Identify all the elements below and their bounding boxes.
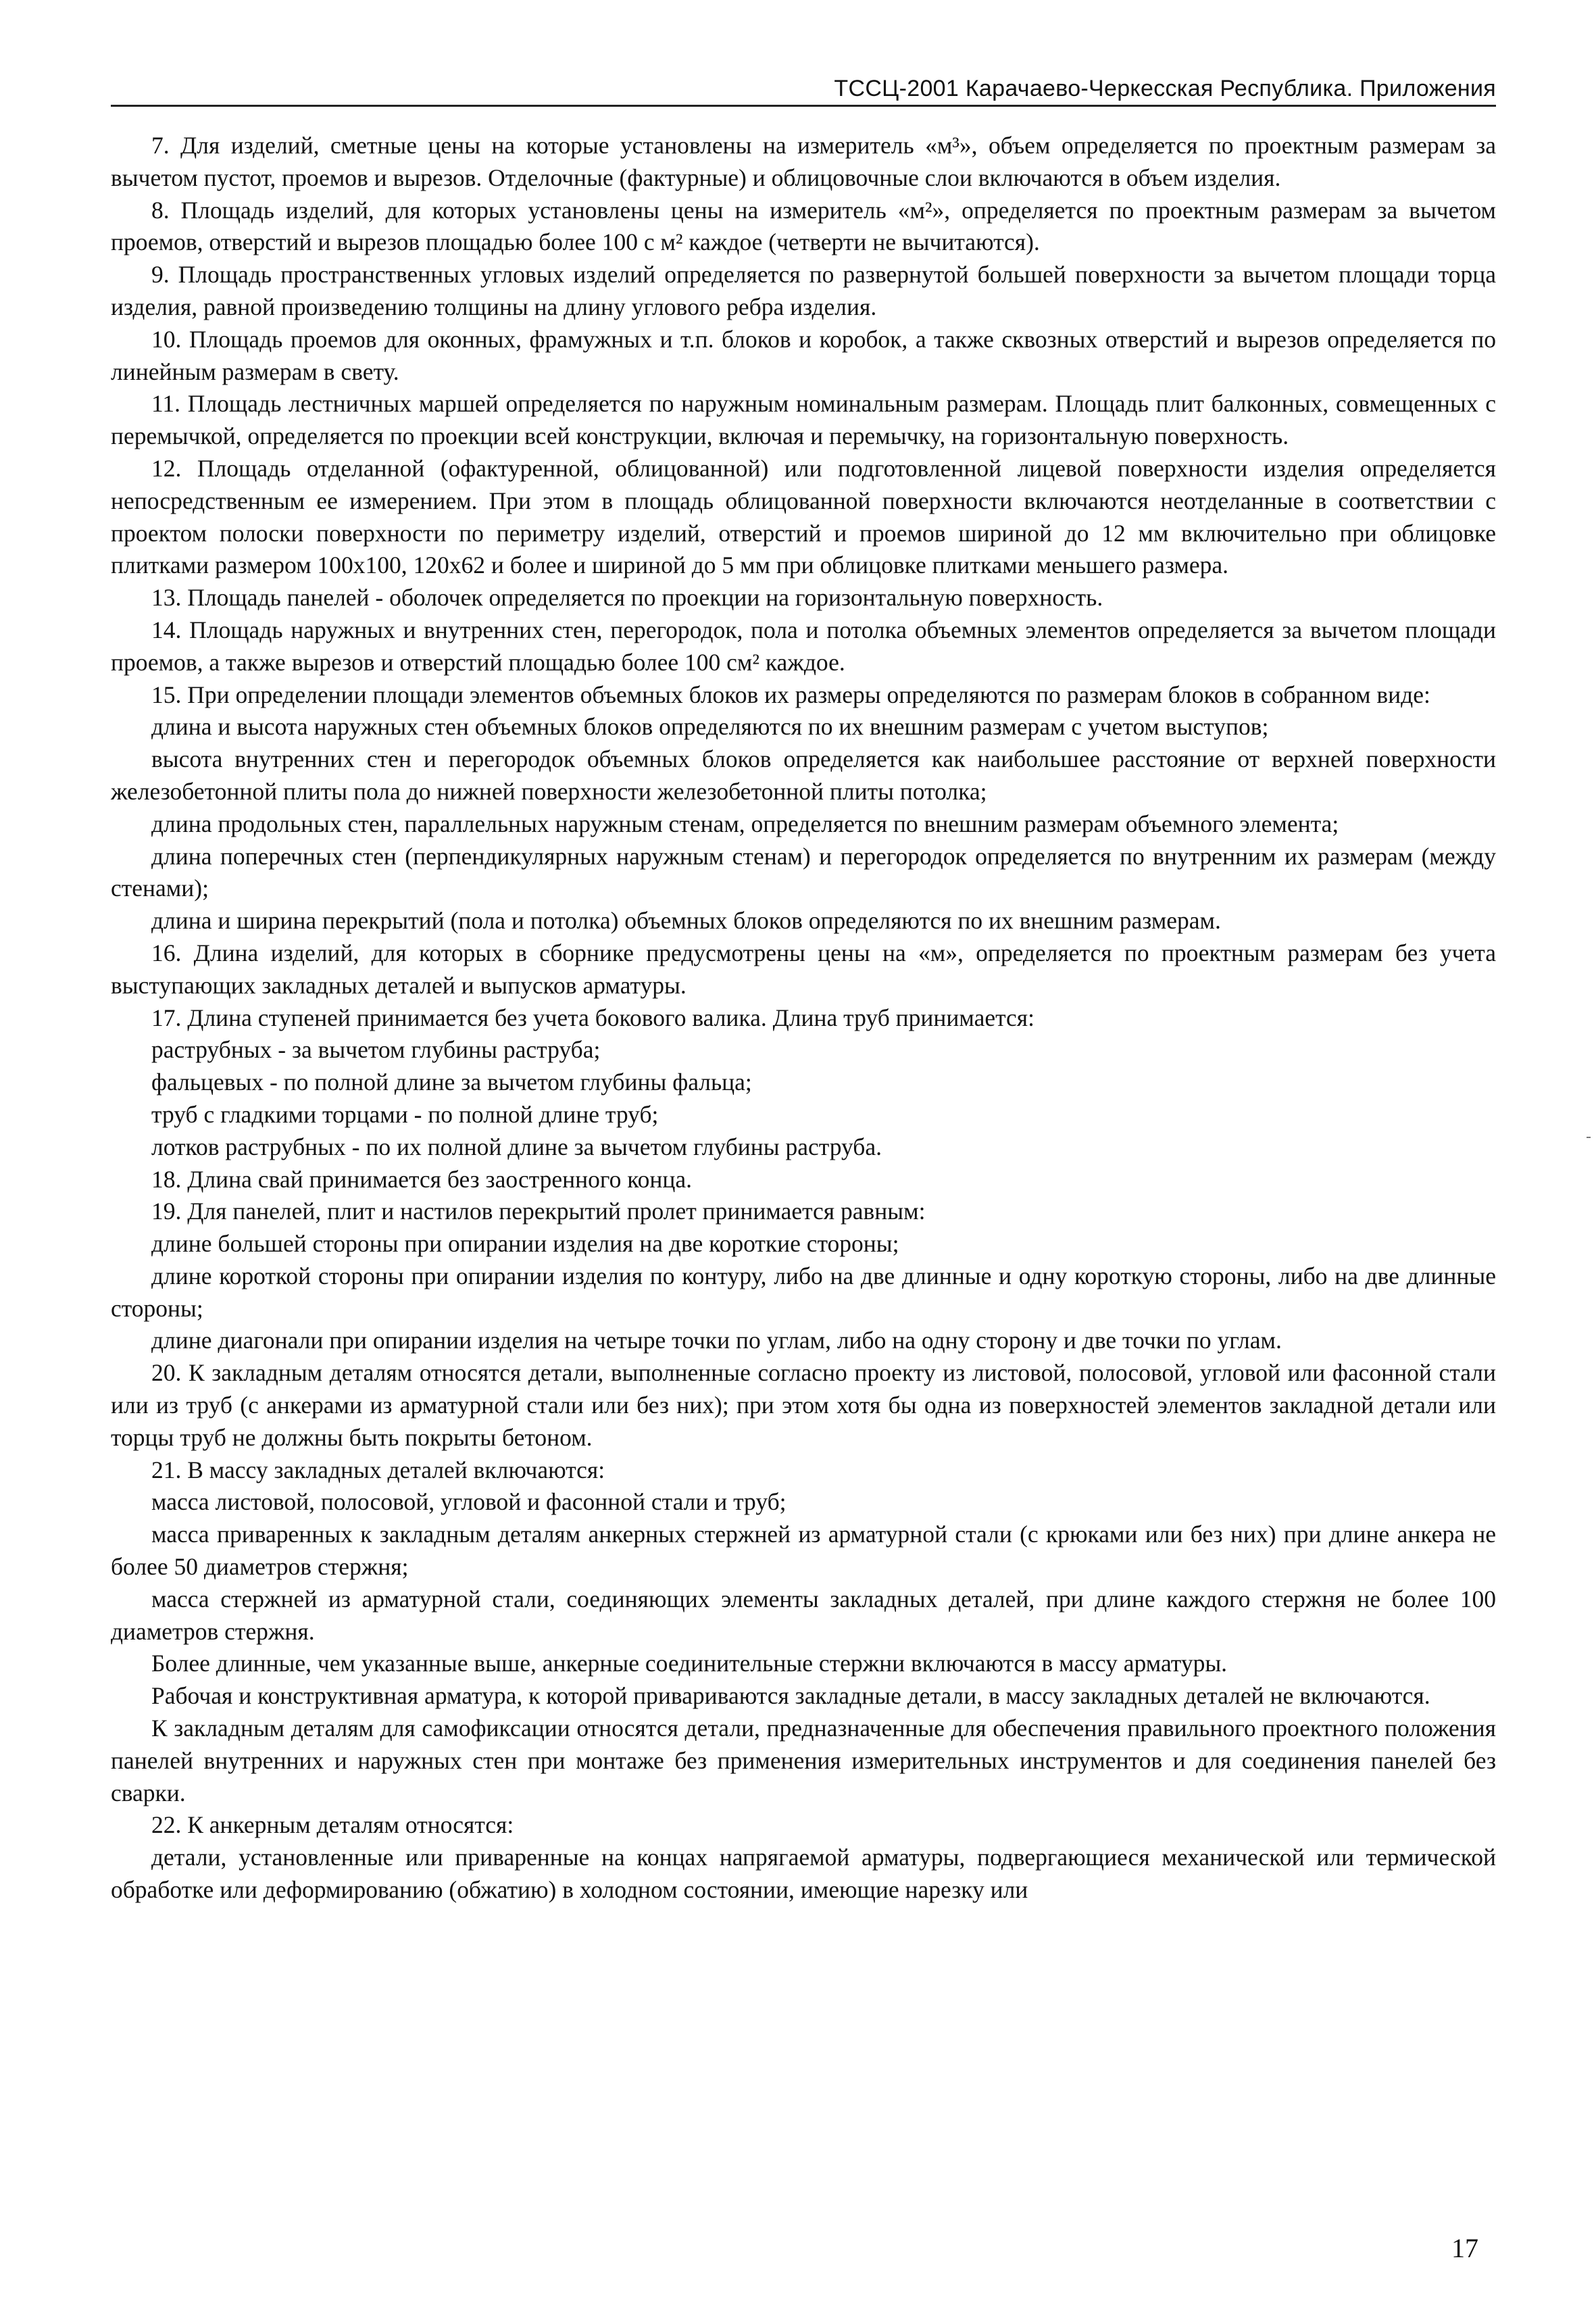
paragraph: длина поперечных стен (перпендикулярных наружным стенам) и перегородок определяется по внутренним их размерам (между стенами); [111,842,1496,902]
paragraph: 18. Длина свай принимается без заостренного конца. [151,1165,693,1193]
paragraph: длина и ширина перекрытий (пола и потолка) объемных блоков определяются по их внешним размерам. [151,907,1221,935]
page-header [111,73,1496,107]
paragraph: 12. Площадь отделанной (офактуренной, облицованной) или подготовленной лицевой поверхности изделия определяется непосредственным ее измерением. При этом в площадь облицованной поверхности включаются неотделанные в соответствии с проектом полоски поверхности по периметру изделий, отверстий и проемов шириной до 12 мм включительно при облицовке плитками размером 100х100, 120х62 и более и шириной до 5 мм при облицовке плитками меньшего размера. [111,454,1496,579]
paragraph: высота внутренних стен и перегородок объемных блоков определяется как наибольшее расстояние от верхней поверхности железобетонной плиты пола до нижней поверхности железобетонной плиты потолка; [111,745,1496,805]
paragraph: 19. Для панелей, плит и настилов перекрытий пролет принимается равным: [151,1198,926,1225]
paragraph: 10. Площадь проемов для оконных, фрамужных и т.п. блоков и коробок, а также сквозных отверстий и вырезов определяется по линейным размерам в свету. [111,325,1496,385]
paragraph: масса листовой, полосовой, угловой и фасонной стали и труб; [151,1488,787,1516]
paragraph: 22. К анкерным деталям относятся: [151,1811,514,1839]
paragraph: 17. Длина ступеней принимается без учета бокового валика. Длина труб принимается: [151,1004,1034,1031]
paragraph: длине большей стороны при опирании изделия на две короткие стороны; [151,1230,899,1258]
paragraph: лотков раструбных - по их полной длине за вычетом глубины раструба. [151,1133,882,1160]
paragraph: 11. Площадь лестничных маршей определяется по наружным номинальным размерам. Площадь плит балконных, совмещенных с перемычкой, определяется по проекции всей конструкции, включая и перемычку, на горизонтальную поверхность. [111,390,1496,450]
paragraph: труб с гладкими торцами - по полной длине труб; [151,1100,659,1128]
paragraph: масса стержней из арматурной стали, соединяющих элементы закладных деталей, при длине каждого стержня не более 100 диаметров стержня. [111,1585,1496,1645]
paragraph: раструбных - за вычетом глубины раструба; [151,1036,601,1064]
paragraph: 13. Площадь панелей - оболочек определяется по проекции на горизонтальную поверхность. [151,584,1103,612]
paragraph: длине короткой стороны при опирании изделия по контуру, либо на две длинные и одну короткую стороны, либо на две длинные стороны; [111,1262,1496,1322]
paragraph: 9. Площадь пространственных угловых изделий определяется по развернутой большей поверхности за вычетом площади торца изделия, равной произведению толщины на длину углового ребра изделия. [111,261,1496,320]
margin-mark [1587,1137,1591,1138]
page-number: 17 [1451,2233,1478,2263]
paragraph: Рабочая и конструктивная арматура, к которой привариваются закладные детали, в массу закладных деталей не включаются. [151,1682,1430,1710]
paragraph: 8. Площадь изделий, для которых установлены цены на измеритель «м²», определяется по проектным размерам за вычетом проемов, отверстий и вырезов площадью более 100 с м² каждое (четверти не вычитаются). [111,196,1496,256]
paragraph: фальцевых - по полной длине за вычетом глубины фальца; [151,1068,752,1096]
paragraph: Более длинные, чем указанные выше, анкерные соединительные стержни включаются в массу арматуры. [151,1650,1228,1677]
paragraph: детали, установленные или приваренные на концах напрягаемой арматуры, подвергающиеся механической или термической обработке или деформированию (обжатию) в холодном состоянии, имеющие нарезку или [111,1844,1496,1904]
paragraph: 7. Для изделий, сметные цены на которые установлены на измеритель «м³», объем определяется по проектным размерам за вычетом пустот, проемов и вырезов. Отделочные (фактурные) и облицовочные слои включаются в объем изделия. [111,132,1496,191]
paragraph: длина и высота наружных стен объемных блоков определяются по их внешним размерам с учетом выступов; [151,713,1269,741]
header-title: ТССЦ-2001 Карачаево-Черкесская Республика. Приложения [834,76,1496,101]
paragraph: 16. Длина изделий, для которых в сборнике предусмотрены цены на «м», определяется по проектным размерам без учета выступающих закладных деталей и выпусков арматуры. [111,939,1496,999]
paragraph: 20. К закладным деталям относятся детали, выполненные согласно проекту из листовой, полосовой, угловой или фасонной стали или из труб (с анкерами из арматурной стали или без них); при этом хотя бы одна из поверхностей элементов закладной детали или торцы труб не должны быть покрыты бетоном. [111,1359,1496,1451]
document-body [111,130,1496,1906]
paragraph: длине диагонали при опирании изделия на четыре точки по углам, либо на одну сторону и две точки по углам. [151,1327,1282,1354]
paragraph: К закладным деталям для самофиксации относятся детали, предназначенные для обеспечения правильного проектного положения панелей внутренних и наружных стен при монтаже без применения измерительных инструментов и для соединения панелей без сварки. [111,1715,1496,1806]
paragraph: 14. Площадь наружных и внутренних стен, перегородок, пола и потолка объемных элементов определяется за вычетом площади проемов, а также вырезов и отверстий площадью более 100 см² каждое. [111,616,1496,676]
paragraph: длина продольных стен, параллельных наружным стенам, определяется по внешним размерам объемного элемента; [151,810,1339,837]
paragraph: 15. При определении площади элементов объемных блоков их размеры определяются по размерам блоков в собранном виде: [151,681,1430,708]
paragraph: масса приваренных к закладным деталям анкерных стержней из арматурной стали (с крюками или без них) при длине анкера не более 50 диаметров стержня; [111,1521,1496,1581]
paragraph: 21. В массу закладных деталей включаются: [151,1456,605,1483]
